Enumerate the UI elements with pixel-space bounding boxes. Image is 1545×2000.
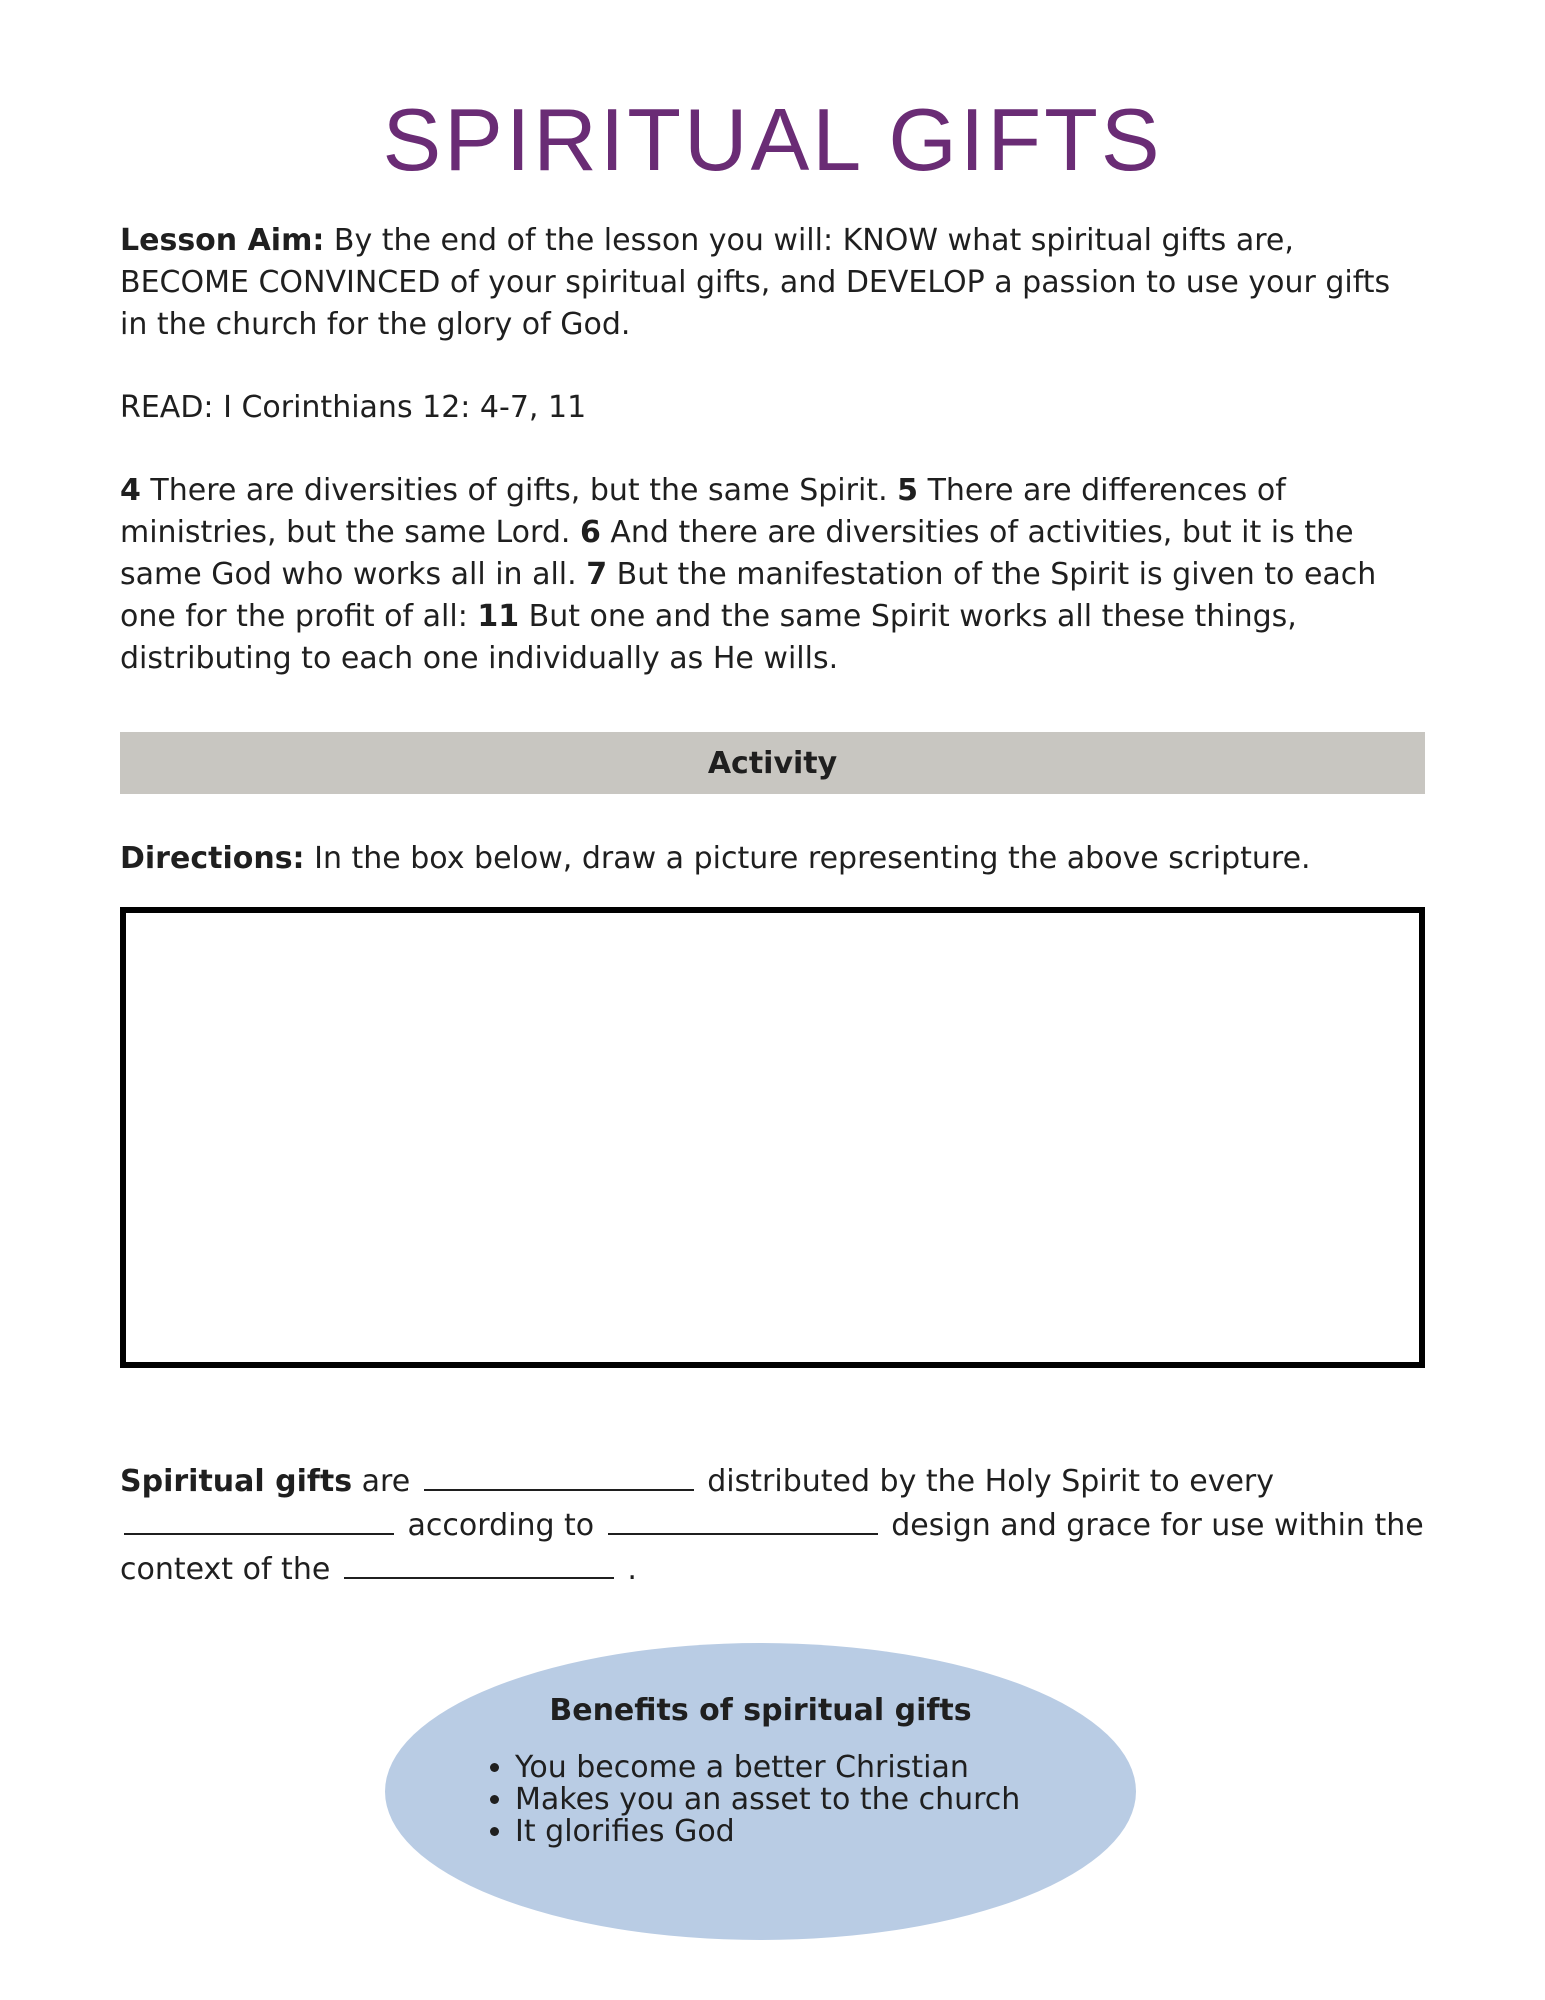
- drawing-box[interactable]: [120, 907, 1425, 1368]
- list-item: • You become a better Christian: [515, 1752, 1020, 1784]
- directions-label: Directions:: [120, 841, 305, 876]
- benefits-list: [475, 1752, 1020, 1848]
- verse-number: 4: [120, 473, 141, 508]
- scripture-passage: [120, 470, 1425, 680]
- blank-line[interactable]: [424, 1459, 694, 1491]
- verse-number: 11: [477, 599, 520, 634]
- verse-text: And there are diversities of activities, but it is the same God who works all in all.: [120, 515, 1354, 592]
- definition-text: .: [617, 1552, 637, 1587]
- verse-text: There are diversities of gifts, but the same Spirit.: [140, 473, 898, 508]
- verse-number: 6: [579, 515, 601, 550]
- blank-line[interactable]: [124, 1503, 394, 1535]
- page-title: SPIRITUAL GIFTS: [382, 90, 1163, 189]
- read-reference: READ: I Corinthians 12: 4-7, 11: [120, 390, 587, 425]
- directions-text: In the box below, draw a picture representing the above scripture.: [304, 841, 1311, 876]
- verse-text: There are differences of ministries, but the same Lord.: [120, 473, 1286, 550]
- definition-text: design and grace for use within the context of the: [120, 1508, 1424, 1587]
- blank-line[interactable]: [608, 1503, 878, 1535]
- lesson-aim-text: By the end of the lesson you will: KNOW what spiritual gifts are, BECOME CONVINCED of your spiritual gifts, and DEVELOP a passion to use your gifts in the church for the glory of God.: [120, 223, 1391, 342]
- definition-text: are: [352, 1464, 420, 1499]
- verse-text: But the manifestation of the Spirit is given to each one for the profit of all:: [120, 557, 1377, 634]
- fill-in-definition: [120, 1459, 1425, 1591]
- list-item: • It glorifies God: [515, 1816, 1020, 1848]
- list-item: • Makes you an asset to the church: [515, 1784, 1020, 1816]
- definition-lead: Spiritual gifts: [120, 1464, 353, 1499]
- verse-text: But one and the same Spirit works all these things, distributing to each one individually as He wills.: [120, 599, 1297, 676]
- activity-heading: Activity: [707, 745, 838, 781]
- lesson-aim-label: Lesson Aim:: [120, 223, 325, 258]
- definition-text: according to: [398, 1508, 604, 1543]
- blank-line[interactable]: [344, 1547, 614, 1579]
- benefits-title: Benefits of spiritual gifts: [549, 1693, 972, 1728]
- verse-number: 5: [897, 473, 919, 508]
- lesson-aim: [120, 220, 1425, 346]
- definition-text: distributed by the Holy Spirit to every: [697, 1464, 1274, 1499]
- verse-number: 7: [586, 557, 608, 592]
- directions: [120, 838, 1425, 880]
- activity-heading-bar: [120, 732, 1425, 794]
